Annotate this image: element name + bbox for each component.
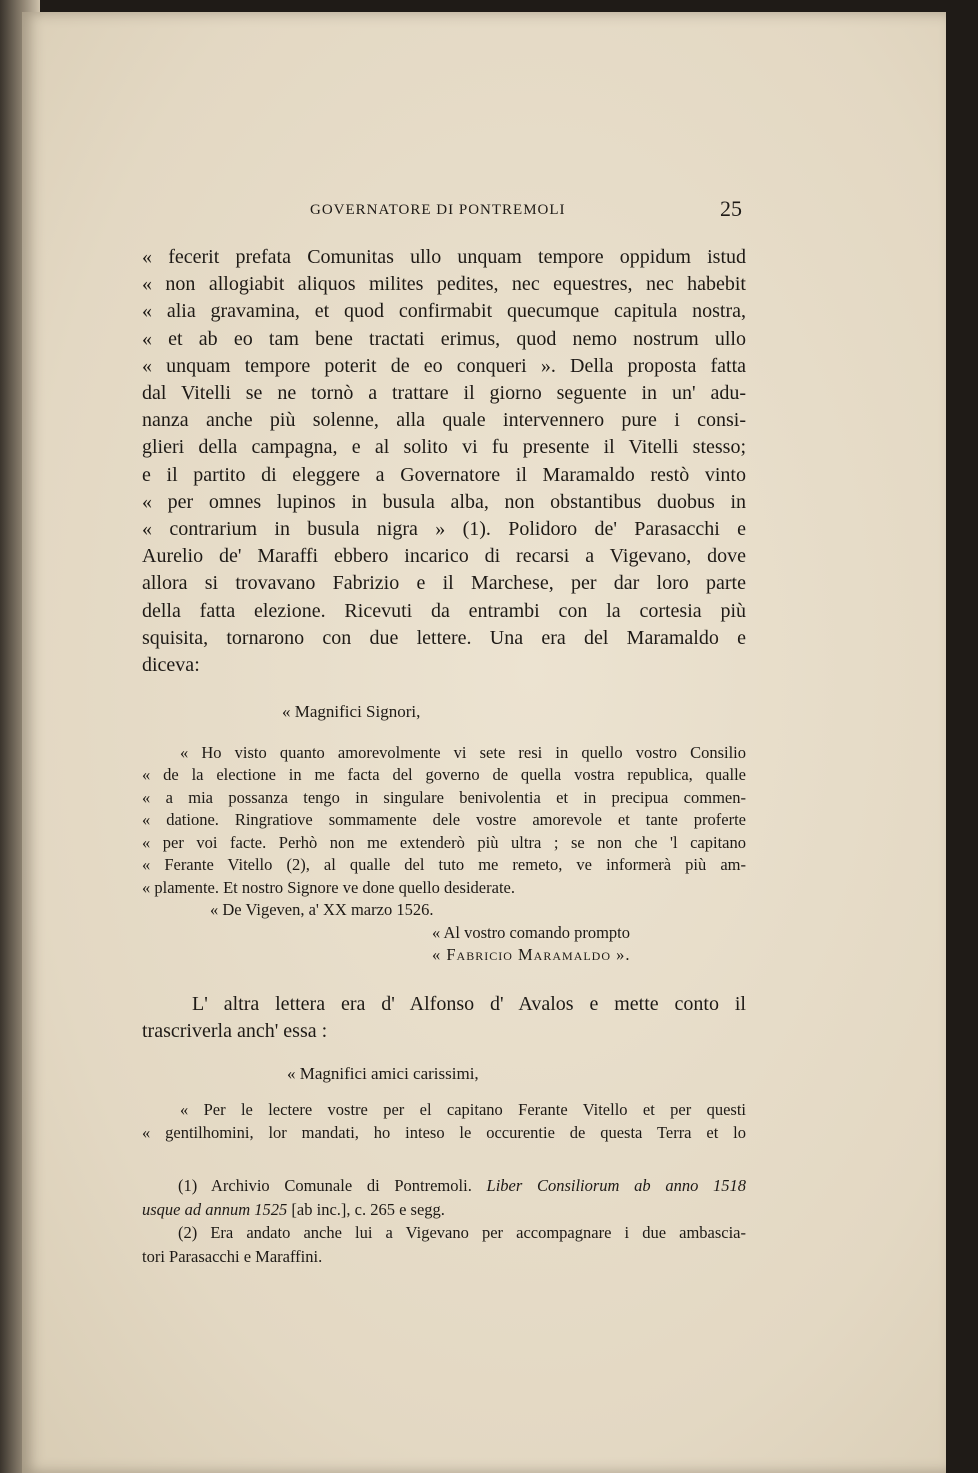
text-line: diceva: <box>142 654 200 677</box>
letter-line: « Ferante Vitello (2), al qualle del tuto me remeto, ve informerà più am- <box>142 855 746 875</box>
text-line: « alia gravamina, et quod confirmabit quecumque capitula nostra, <box>142 300 746 323</box>
letter-line: « datione. Ringratiove sommamente dele vostre amorevole et tante proferte <box>142 810 746 830</box>
text-line: e il partito di eleggere a Governatore il Maramaldo restò vinto <box>142 463 746 486</box>
page-sheet <box>22 12 946 1473</box>
letter-body <box>142 742 746 900</box>
page-number: 25 <box>720 196 742 221</box>
letter-signature: « Fabricio Maramaldo ». <box>432 945 631 965</box>
text-line: allora si trovavano Fabrizio e il Marchese, per dar loro parte <box>142 572 746 595</box>
text-line: glieri della campagna, e al solito vi fu presente il Vitelli stesso; <box>142 436 746 459</box>
letter-line: « per voi facte. Perhò non me extenderò più ultra ; se non che 'l capitano <box>142 832 746 852</box>
footnote-2-cont: tori Parasacchi e Maraffini. <box>142 1246 323 1266</box>
footnote-1-title-cont: usque ad annum 1525 <box>142 1199 288 1219</box>
letter-salutation: « Magnifici Signori, <box>282 702 421 722</box>
text-line: « fecerit prefata Comunitas ullo unquam tempore oppidum istud <box>142 246 746 268</box>
page-header <box>142 192 746 230</box>
letter-maramaldo <box>142 701 746 967</box>
footnote-1-source: (1) Archivio Comunale di Pontremoli. <box>178 1176 472 1196</box>
text-line: « et ab eo tam bene tractati erimus, quod nemo nostrum ullo <box>142 327 746 350</box>
running-head: GOVERNATORE DI PONTREMOLI <box>310 202 566 218</box>
letter-line: « de la electione in me facta del governo de quella vostra republica, qualle <box>142 765 746 785</box>
letter-avalos <box>142 1063 746 1145</box>
footnote-2: (2) Era andato anche lui a Vigevano per accompagnare i due ambascia- <box>178 1223 746 1243</box>
text-line: nanza anche più solenne, alla quale intervennero pure i consi- <box>142 409 746 432</box>
text-line: « unquam tempore poterit de eo conqueri ». Della proposta fatta <box>142 354 746 377</box>
letter-closing: « Al vostro comando prompto <box>432 922 630 942</box>
paragraph-1 <box>142 244 746 679</box>
letter-line: « Ho visto quanto amorevolmente vi sete resi in quello vostro Consilio <box>180 742 746 762</box>
letter-line: « Per le lectere vostre per el capitano Ferante Vitello et per questi <box>180 1100 746 1120</box>
text-line: « per omnes lupinos in busula alba, non obstantibus duobus in <box>142 490 746 513</box>
footnote-1-title: Liber Consiliorum ab anno 1518 <box>486 1176 747 1196</box>
letter-date: « De Vigeven, a' XX marzo 1526. <box>210 900 434 920</box>
footnote-1-ref: [ab inc.], c. 265 e segg. <box>287 1199 445 1219</box>
page-content <box>142 192 746 1268</box>
footnote-1 <box>142 1174 746 1198</box>
text-line: Aurelio de' Maraffi ebbero incarico di recarsi a Vigevano, dove <box>142 545 746 568</box>
letter-line: « plamente. Et nostro Signore ve done quello desiderate. <box>142 877 515 897</box>
text-line: L' altra lettera era d' Alfonso d' Avalos e mette conto il <box>192 992 746 1015</box>
text-line: squisita, tornarono con due lettere. Una era del Maramaldo e <box>142 626 746 649</box>
letter-body <box>142 1099 746 1144</box>
letter-line: « a mia possanza tengo in singulare benivolentia et in precipua commen- <box>142 787 746 807</box>
text-line: dal Vitelli se ne tornò a trattare il giorno seguente in un' adu- <box>142 382 746 405</box>
footnote-1-cont <box>142 1198 746 1222</box>
text-line: « contrarium in busula nigra » (1). Polidoro de' Parasacchi e <box>142 518 746 541</box>
footnotes <box>142 1174 746 1268</box>
paragraph-2 <box>142 991 746 1045</box>
letter-line: « gentilhomini, lor mandati, ho inteso le occurentie de questa Terra et lo <box>142 1122 746 1142</box>
text-line: « non allogiabit aliquos milites pedites, nec equestres, nec habebit <box>142 273 746 296</box>
letter-salutation: « Magnifici amici carissimi, <box>287 1063 479 1083</box>
text-line: trascriverla anch' essa : <box>142 1019 328 1042</box>
text-line: della fatta elezione. Ricevuti da entrambi con la cortesia più <box>142 599 746 622</box>
